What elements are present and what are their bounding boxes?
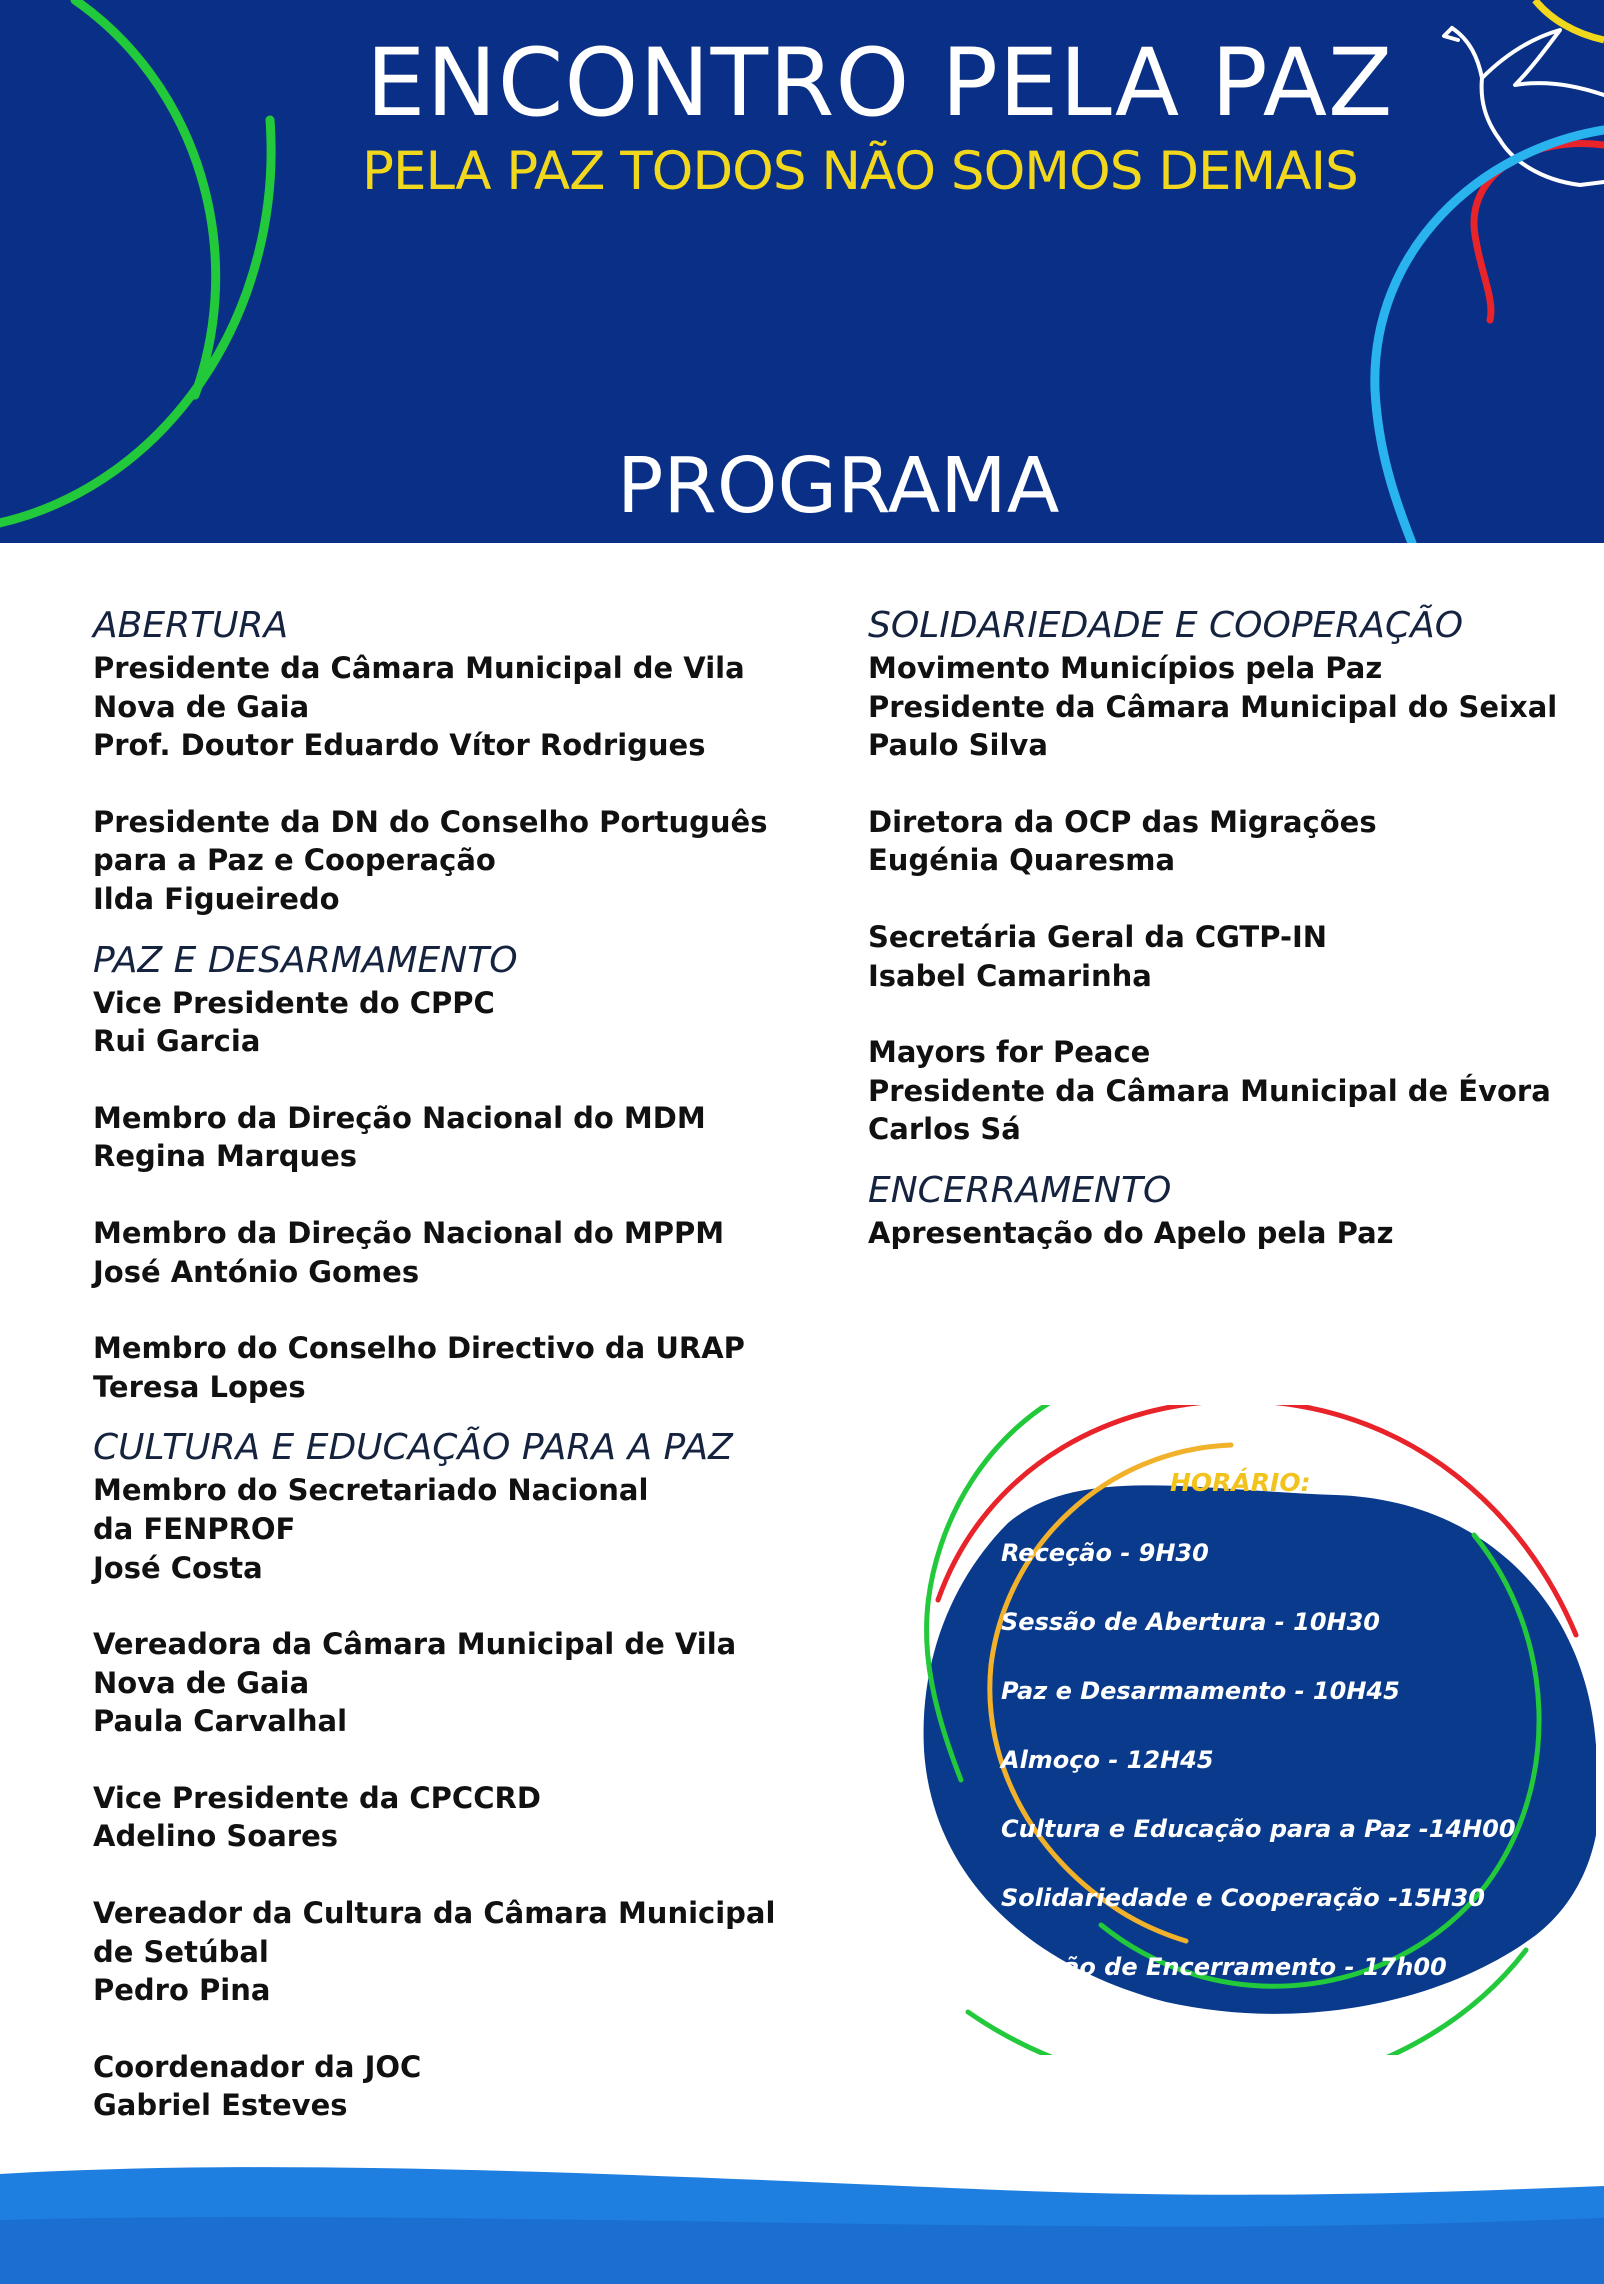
speaker-line: Vice Presidente da CPCCRD [93, 1780, 541, 1815]
speaker-entry [93, 803, 793, 919]
speaker-name: José António Gomes [93, 1254, 420, 1289]
speaker-line: Vice Presidente do CPPC [93, 985, 495, 1020]
section-encerramento [868, 1167, 1568, 1253]
section-cultura-educacao [93, 1424, 793, 2125]
event-title: ENCONTRO PELA PAZ [366, 29, 1394, 138]
schedule-item: Sessão de Abertura - 10H30 [1001, 1608, 1380, 1636]
speaker-entry [93, 1625, 793, 1741]
schedule-item: Solidariedade e Cooperação -15H30 [1001, 1884, 1485, 1912]
speaker-line: Coordenador da JOC [93, 2049, 422, 2084]
speaker-name: Pedro Pina [93, 1973, 271, 2008]
schedule-list [1001, 1533, 1561, 2016]
speaker-entry [93, 1779, 793, 1856]
green-arc-decoration [75, 0, 216, 395]
speaker-name: Isabel Camarinha [868, 958, 1152, 993]
speaker-line: Apresentação do Apelo pela Paz [868, 1215, 1394, 1250]
section-paz-desarmamento [93, 937, 793, 1407]
speaker-name: Gabriel Esteves [93, 2088, 348, 2123]
section-abertura [93, 602, 793, 919]
speaker-entry [93, 984, 793, 1061]
speaker-entry [868, 649, 1568, 765]
speaker-line: de Setúbal [93, 1934, 269, 1969]
speaker-entry [868, 803, 1568, 880]
speaker-name: José Costa [93, 1550, 263, 1585]
speaker-name: Teresa Lopes [93, 1369, 306, 1404]
schedule-item: Almoço - 12H45 [1001, 1746, 1214, 1774]
event-subtitle: PELA PAZ TODOS NÃO SOMOS DEMAIS [362, 141, 1358, 202]
schedule-item: Receção - 9H30 [1001, 1539, 1209, 1567]
speaker-line: Secretária Geral da CGTP-IN [868, 919, 1328, 954]
speaker-line: da FENPROF [93, 1511, 296, 1546]
speaker-line: Membro do Conselho Directivo da URAP [93, 1331, 745, 1366]
speaker-line: Presidente da Câmara Municipal do Seixal [868, 689, 1558, 724]
section-title: ABERTURA [93, 605, 289, 646]
speaker-line: Presidente da Câmara Municipal de Vila [93, 651, 745, 685]
speaker-name: Rui Garcia [93, 1024, 261, 1059]
speaker-name: Paulo Silva [868, 728, 1048, 763]
speaker-entry [93, 1329, 793, 1406]
speaker-entry [868, 1033, 1568, 1149]
speaker-name: Paula Carvalhal [93, 1704, 348, 1739]
speaker-name: Carlos Sá [868, 1112, 1021, 1147]
footer-wave [0, 2160, 1604, 2284]
schedule-panel [896, 1405, 1596, 2055]
schedule-item: Paz e Desarmamento - 10H45 [1001, 1677, 1400, 1705]
speaker-line: Mayors for Peace [868, 1035, 1151, 1070]
schedule-item: Sessão de Encerramento - 17h00 [1001, 1953, 1447, 1981]
section-title: CULTURA E EDUCAÇÃO PARA A PAZ [93, 1427, 733, 1469]
speaker-line: Membro da Direção Nacional do MPPM [93, 1215, 725, 1250]
dove-icon [1444, 28, 1604, 185]
speaker-line: Presidente da Câmara Municipal de Évora [868, 1073, 1551, 1108]
speaker-name: Eugénia Quaresma [868, 843, 1176, 878]
speaker-line: Movimento Municípios pela Paz [868, 651, 1383, 685]
programa-heading: PROGRAMA [617, 442, 1060, 531]
section-title: PAZ E DESARMAMENTO [93, 939, 518, 981]
speaker-entry [93, 649, 793, 765]
speaker-line: Vereador da Cultura da Câmara Municipal [93, 1896, 776, 1931]
program-right-column [868, 602, 1568, 1271]
speaker-entry [868, 1214, 1568, 1253]
speaker-line: Membro do Secretariado Nacional [93, 1473, 649, 1508]
section-title: ENCERRAMENTO [868, 1169, 1172, 1211]
speaker-entry [93, 2048, 793, 2125]
speaker-entry [93, 1214, 793, 1291]
schedule-item: Cultura e Educação para a Paz -14H00 [1001, 1815, 1516, 1843]
section-solidariedade-cooperacao [868, 602, 1568, 1149]
header-banner [0, 0, 1604, 543]
green-arc-decoration [0, 120, 271, 525]
speaker-name: Regina Marques [93, 1139, 358, 1174]
speaker-line: Nova de Gaia [93, 689, 310, 724]
schedule-title: HORÁRIO: [1170, 1468, 1311, 1497]
program-left-column [93, 602, 793, 2143]
speaker-entry [93, 1894, 793, 2010]
speaker-entry [93, 1471, 793, 1587]
speaker-line: Vereadora da Câmara Municipal de Vila [93, 1627, 737, 1662]
speaker-entry [93, 1099, 793, 1176]
speaker-line: Membro da Direção Nacional do MDM [93, 1100, 706, 1135]
speaker-line: para a Paz e Cooperação [93, 843, 496, 878]
speaker-name: Prof. Doutor Eduardo Vítor Rodrigues [93, 728, 706, 763]
section-title: SOLIDARIEDADE E COOPERAÇÃO [868, 605, 1464, 646]
speaker-line: Diretora da OCP das Migrações [868, 804, 1377, 839]
speaker-line: Presidente da DN do Conselho Português [93, 804, 768, 839]
speaker-entry [868, 918, 1568, 995]
speaker-line: Nova de Gaia [93, 1665, 310, 1700]
speaker-name: Ilda Figueiredo [93, 881, 340, 916]
speaker-name: Adelino Soares [93, 1819, 339, 1854]
footer-wave-shade [0, 2217, 1604, 2284]
